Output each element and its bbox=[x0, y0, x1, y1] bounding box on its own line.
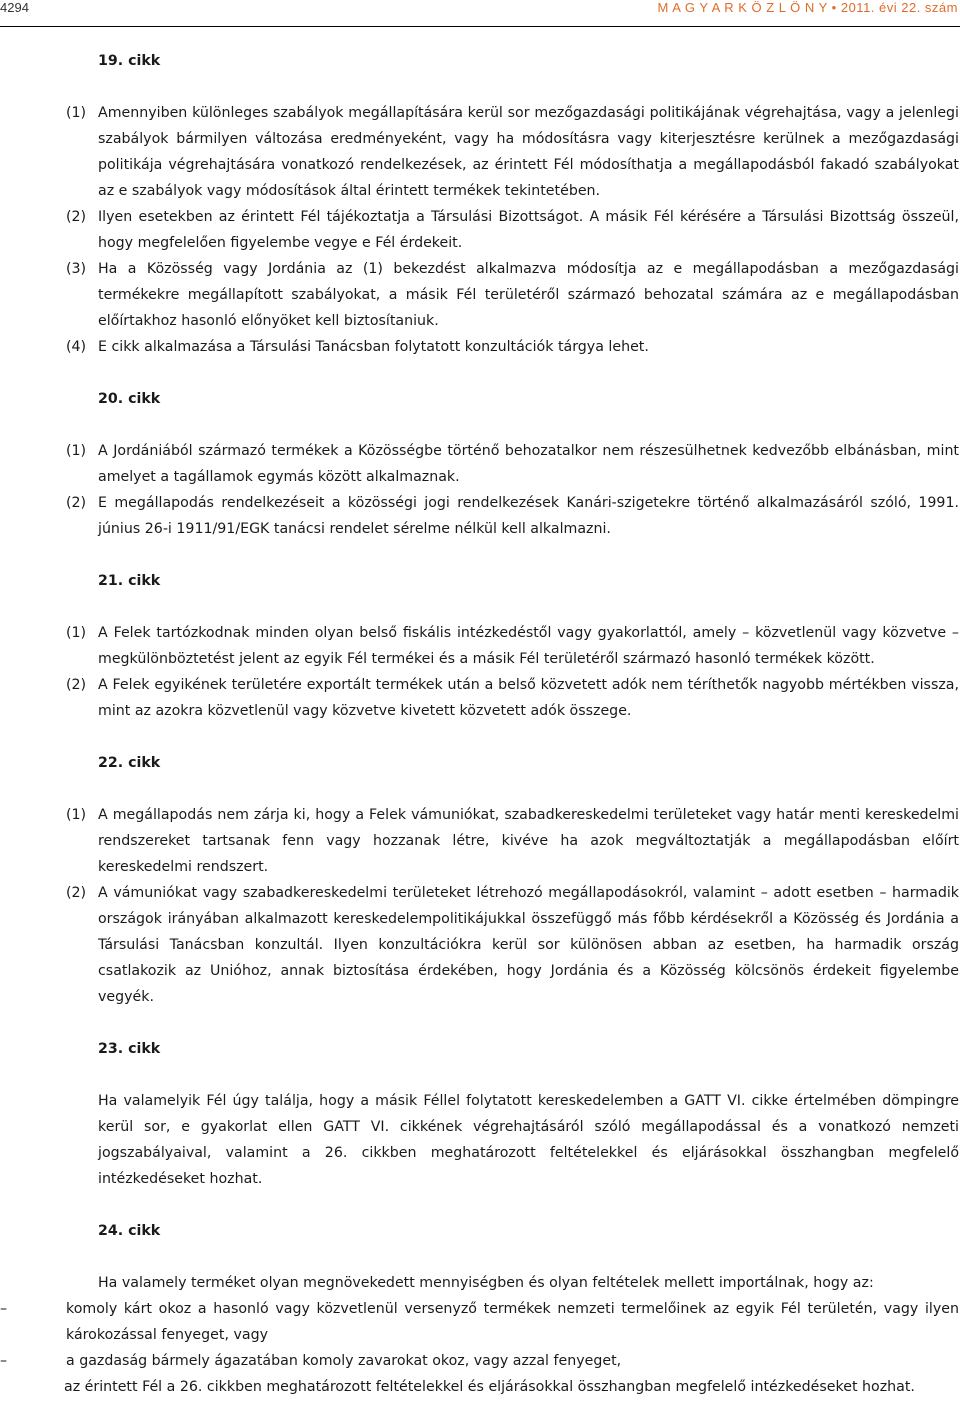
page-header bbox=[0, 0, 960, 27]
paragraph bbox=[66, 334, 959, 360]
page-number: 4294 bbox=[0, 0, 29, 15]
article-19 bbox=[66, 48, 959, 360]
article-20 bbox=[66, 386, 959, 542]
paragraph-number: (2) bbox=[66, 885, 87, 901]
list-item-text: komoly kárt okoz a hasonló vagy közvetlenül versenyző termékek nemzeti termelőinek az egyik Fél területén, vagy ilyen károkozással fenyeget, vagy bbox=[66, 1301, 959, 1343]
article-title: 24. cikk bbox=[98, 1223, 161, 1239]
paragraph-text: A vámuniókat vagy szabadkereskedelmi területeket létrehozó megállapodásokról, valamint – adott esetben – harmadik országok irányában alkalmazott kereskedelempolitikájukkal összefüggő más főbb kérdésekről a Közösség és Jordánia a Társulási Tanácsban konzultál. Ilyen konzultációkra kerül sor különösen abban az esetben, ha harmadik ország csatlakozik az Unióhoz, annak biztosítása érdekében, hogy Jordánia és a Közösség kölcsönös érdekeit figyelembe vegyék. bbox=[98, 885, 959, 1005]
paragraph bbox=[66, 490, 959, 542]
journal-title: M A G Y A R K Ö Z L Ö N Y • 2011. évi 22. szám bbox=[657, 0, 958, 15]
paragraph bbox=[66, 438, 959, 490]
dash-bullet: – bbox=[0, 1353, 8, 1369]
list-item-text: a gazdaság bármely ágazatában komoly zavarokat okoz, vagy azzal fenyeget, bbox=[66, 1353, 622, 1369]
dash-bullet: – bbox=[0, 1301, 8, 1317]
paragraph-number: (2) bbox=[66, 495, 87, 511]
list-item bbox=[0, 1348, 959, 1374]
paragraph bbox=[66, 620, 959, 672]
paragraph-text: A megállapodás nem zárja ki, hogy a Felek vámuniókat, szabadkereskedelmi területeket vagy határ menti kereskedelmi rendszereket tartsanak fenn vagy hozzanak létre, kivéve ha azok megváltoztatják a megállapodásban előírt kereskedelmi rendszert. bbox=[98, 807, 959, 875]
paragraph-text: Amennyiben különleges szabályok megállapítására kerül sor mezőgazdasági politikájának végrehajtása, vagy a jelenlegi szabályok bármilyen változása eredményeként, vagy ha módosításra vagy kiterjesztésre kerülnek a mezőgazdasági politikája végrehajtására vonatkozó rendelkezések, az érintett Fél módosíthatja a megállapodásból fakadó szabályokat az e szabályok vagy módosítások által érintett termékek tekintetében. bbox=[98, 105, 959, 199]
paragraph bbox=[66, 672, 959, 724]
paragraph-number: (3) bbox=[66, 261, 87, 277]
paragraph bbox=[66, 100, 959, 204]
paragraph-number: (1) bbox=[66, 625, 87, 641]
paragraph-text: Ha valamelyik Fél úgy találja, hogy a másik Féllel folytatott kereskedelemben a GATT VI. cikke értelmében dömpingre kerül sor, e gyakorlat ellen GATT VI. cikkének végrehajtásáról szóló megállapodással és a vonatkozó nemzeti jogszabályaival, valamint a 26. cikkben meghatározott feltételekkel és eljárásokkal összhangban megfelelő intézkedéseket hozhat. bbox=[98, 1093, 959, 1187]
paragraph bbox=[66, 204, 959, 256]
paragraph-text: E cikk alkalmazása a Társulási Tanácsban folytatott konzultációk tárgya lehet. bbox=[98, 339, 649, 355]
paragraph-number: (1) bbox=[66, 443, 87, 459]
article-22 bbox=[66, 750, 959, 1010]
paragraph-number: (4) bbox=[66, 339, 87, 355]
document-body bbox=[0, 48, 959, 1400]
article-title: 21. cikk bbox=[98, 573, 161, 589]
paragraph-text: az érintett Fél a 26. cikkben meghatározott feltételekkel és eljárásokkal összhangban megfelelő intézkedéseket hozhat. bbox=[64, 1379, 915, 1395]
article-24 bbox=[0, 1218, 959, 1400]
paragraph-text: Ha a Közösség vagy Jordánia az (1) bekezdést alkalmazva módosítja az e megállapodásban a mezőgazdasági termékekre megállapított szabályokat, a másik Fél területéről származó behozatal számára az e megállapodásban előírtakhoz hasonló előnyöket kell biztosítaniuk. bbox=[98, 261, 959, 329]
paragraph-text: Ilyen esetekben az érintett Fél tájékoztatja a Társulási Bizottságot. A másik Fél kérésére a Társulási Bizottság összeül, hogy megfelelően figyelembe vegye e Fél érdekeit. bbox=[98, 209, 959, 251]
article-23 bbox=[66, 1036, 959, 1192]
paragraph bbox=[66, 880, 959, 1010]
article-title: 19. cikk bbox=[98, 53, 161, 69]
paragraph-text: A Felek egyikének területére exportált termékek után a belső közvetett adók nem téríthetők nagyobb mértékben vissza, mint az azokra közvetlenül vagy közvetve kivetett közvetett adók összege. bbox=[98, 677, 959, 719]
paragraph-number: (1) bbox=[66, 105, 87, 121]
paragraph-text: A Jordániából származó termékek a Közösségbe történő behozatalkor nem részesülhetnek kedvezőbb elbánásban, mint amelyet a tagállamok egymás között alkalmaznak. bbox=[98, 443, 959, 485]
paragraph-number: (2) bbox=[66, 209, 87, 225]
list-item bbox=[0, 1296, 959, 1348]
paragraph-text: Ha valamely terméket olyan megnövekedett mennyiségben és olyan feltételek mellett importálnak, hogy az: bbox=[98, 1275, 874, 1291]
paragraph-text: A Felek tartózkodnak minden olyan belső fiskális intézkedéstől vagy gyakorlattól, amely – közvetlenül vagy közvetve – megkülönböztetést jelent az egyik Fél termékei és a másik Fél területéről származó hasonló termékek között. bbox=[98, 625, 959, 667]
paragraph-number: (1) bbox=[66, 807, 87, 823]
article-title: 23. cikk bbox=[98, 1041, 161, 1057]
paragraph-text: E megállapodás rendelkezéseit a közösségi jogi rendelkezések Kanári-szigetekre történő alkalmazásáról szóló, 1991. június 26-i 1911/91/EGK tanácsi rendelet sérelme nélkül kell alkalmazni. bbox=[98, 495, 959, 537]
article-21 bbox=[66, 568, 959, 724]
paragraph bbox=[66, 256, 959, 334]
article-title: 20. cikk bbox=[98, 391, 161, 407]
paragraph-number: (2) bbox=[66, 677, 87, 693]
article-title: 22. cikk bbox=[98, 755, 161, 771]
paragraph bbox=[66, 802, 959, 880]
